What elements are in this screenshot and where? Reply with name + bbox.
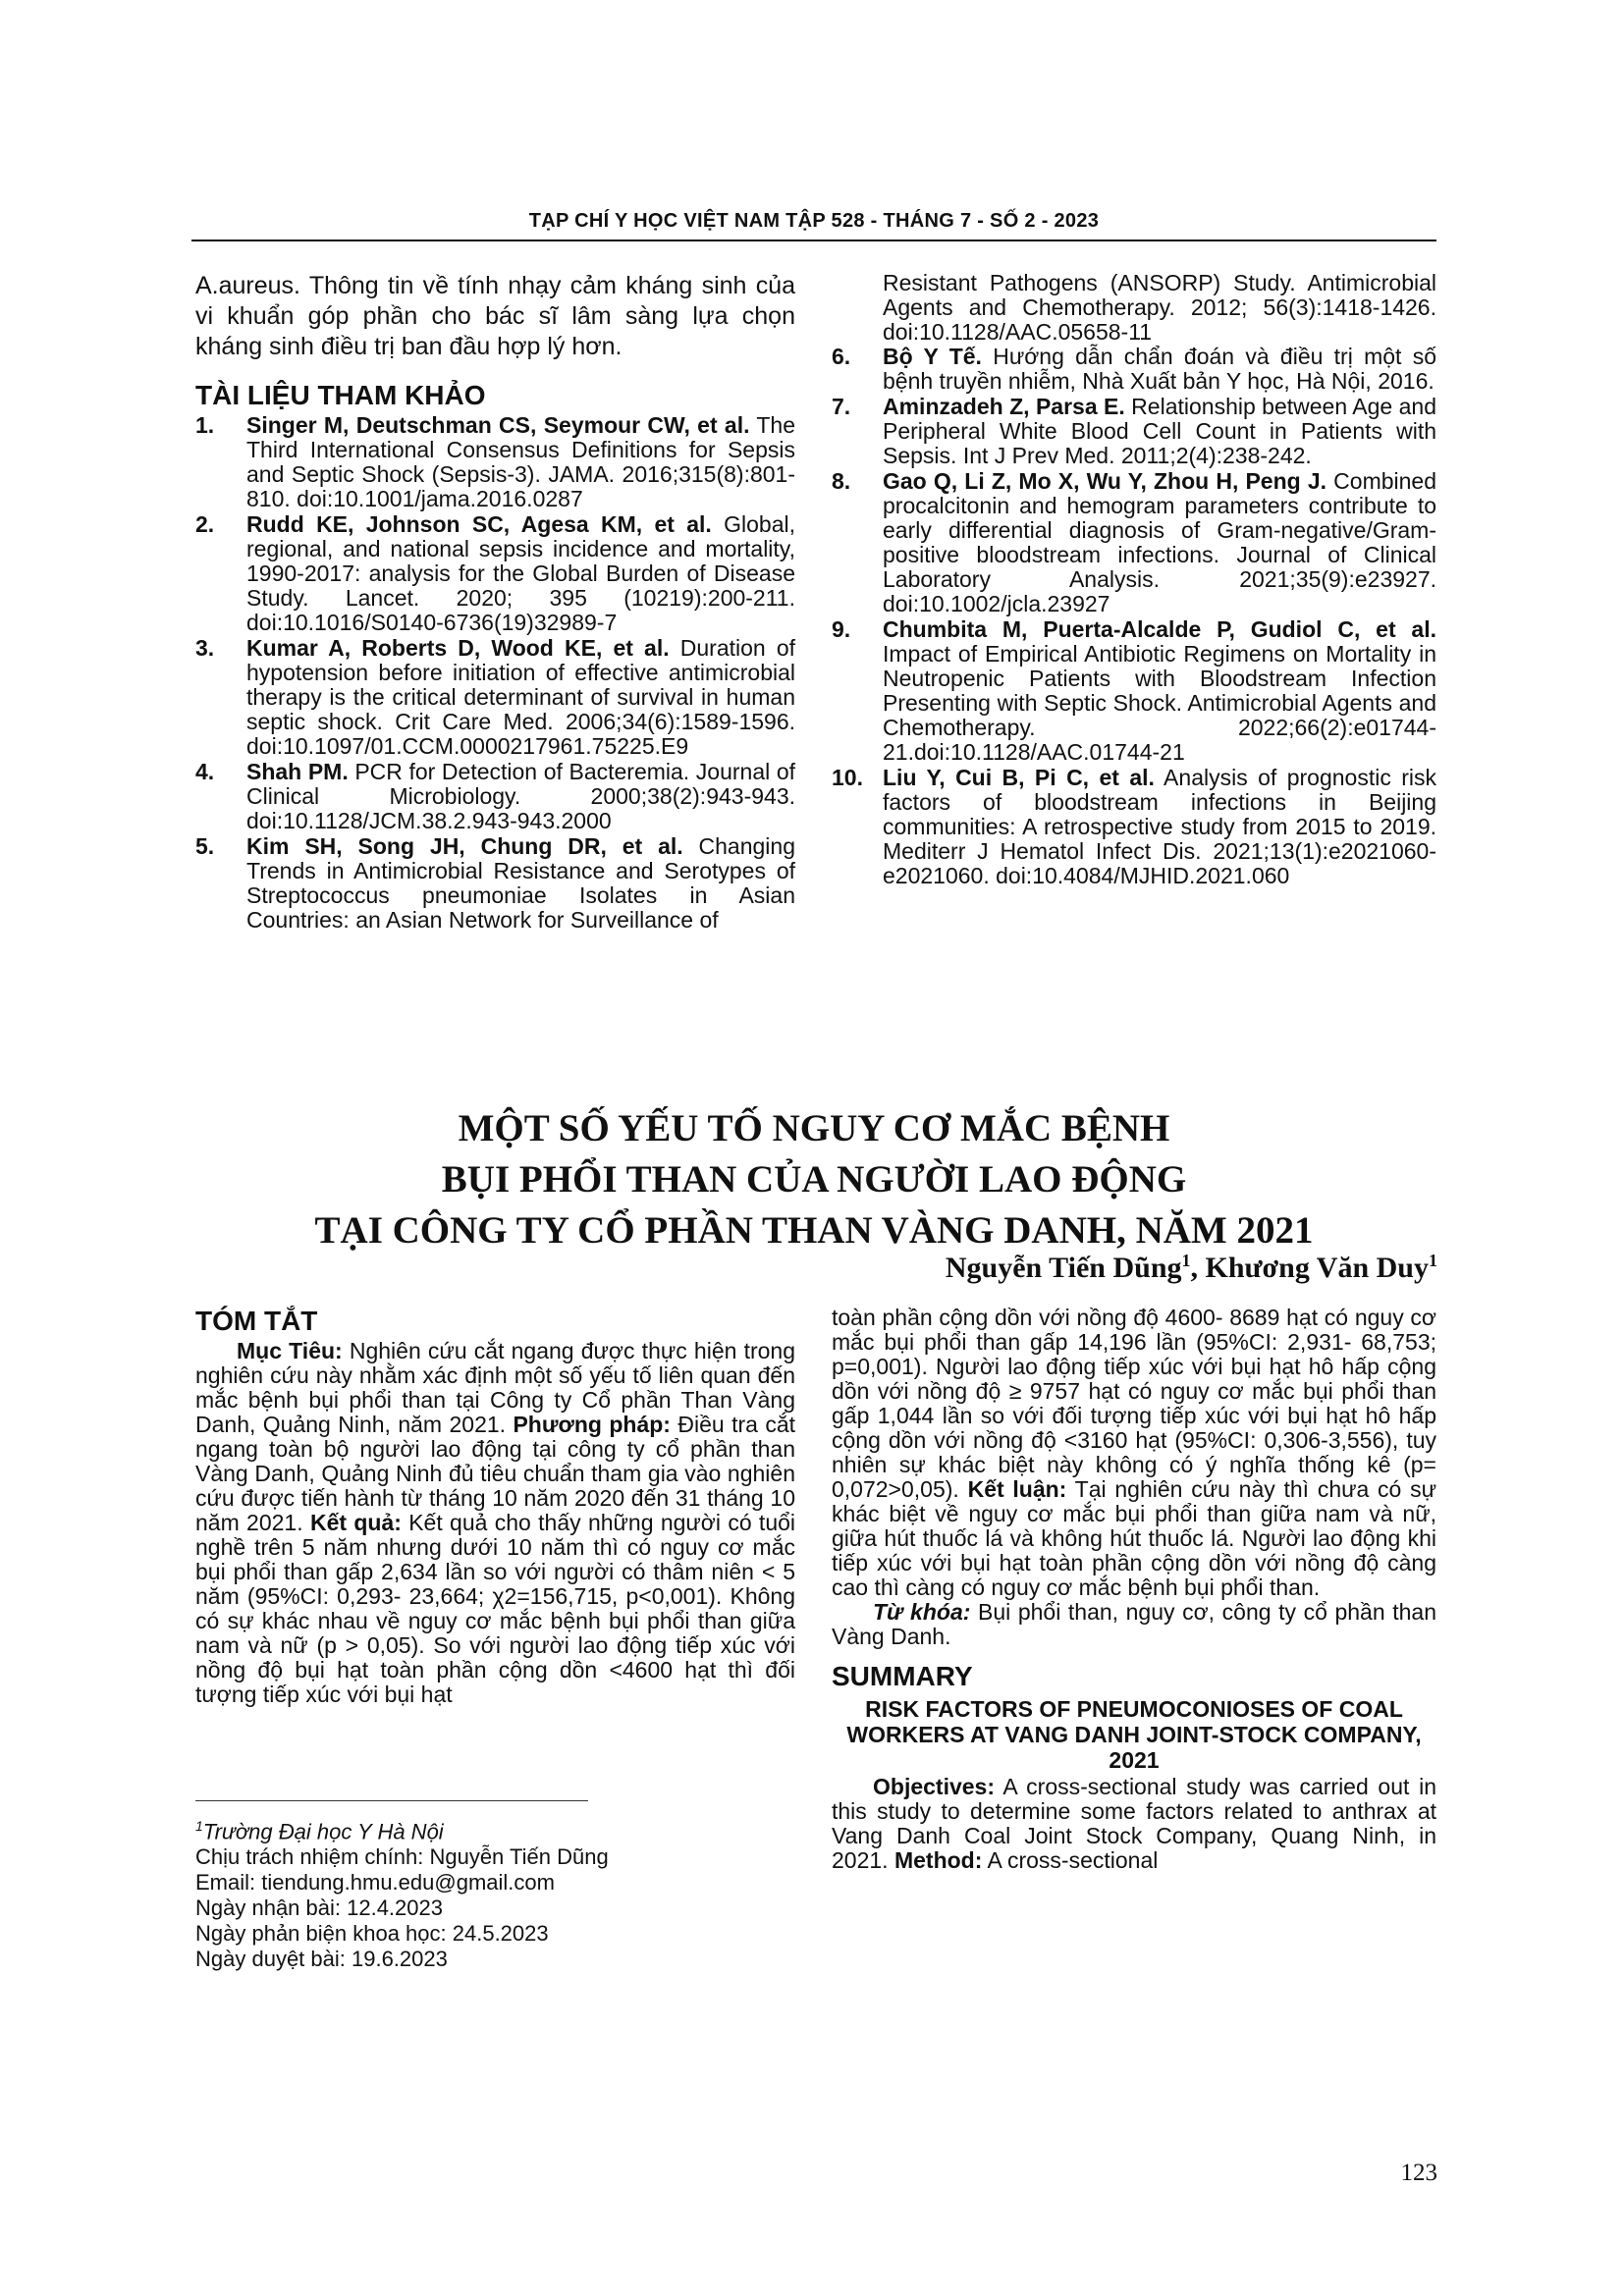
reference-number: 5.: [195, 833, 215, 859]
footnote-affiliation: [195, 1813, 609, 1844]
affiliation-text: Trường Đại học Y Hà Nội: [202, 1819, 444, 1844]
reference-number: 6.: [832, 344, 851, 369]
reference-5-continued: Resistant Pathogens (ANSORP) Study. Antimicrobial Agents and Chemotherapy. 2012; 56(3):1418-1426. doi:10.1128/AAC.05658-11: [883, 270, 1436, 345]
footnote-mark: 1: [195, 1818, 203, 1834]
reference-authors: Shah PM.: [246, 759, 349, 784]
references-list-left: [195, 413, 795, 933]
result-label: Kết quả:: [309, 1510, 402, 1535]
journal-header: TẠP CHÍ Y HỌC VIỆT NAM TẬP 528 - THÁNG 7 - SỐ 2 - 2023: [528, 210, 1100, 232]
abstract-body: [195, 1339, 795, 1707]
reference-item: [195, 512, 795, 635]
reference-authors: Rudd KE, Johnson SC, Agesa KM, et al.: [246, 511, 712, 537]
reference-item: [832, 345, 1436, 394]
objective-label: Mục Tiêu:: [237, 1338, 343, 1363]
reference-text: PCR for Detection of Bacteremia. Journal of Clinical Microbiology. 2000;38(2):943-943. doi:10.1128/JCM.38.2.943-943.2000: [246, 759, 796, 833]
reference-authors: Singer M, Deutschman CS, Seymour CW, et al.: [246, 412, 750, 438]
summary-method-text: A cross-sectional: [982, 1847, 1159, 1873]
footnote-rule: [195, 1800, 588, 1801]
reference-number: 1.: [195, 412, 215, 438]
reference-authors: Bộ Y Tế.: [883, 344, 982, 369]
reference-text: Hướng dẫn chẩn đoán và điều trị một số bệnh truyền nhiễm, Nhà Xuất bản Y học, Hà Nội, 2016.: [883, 344, 1436, 394]
keywords-text: Bụi phổi than, nguy cơ, công ty cổ phần than Vàng Danh.: [832, 1599, 1436, 1649]
reference-item: [832, 617, 1436, 765]
author-name: , Khương Văn Duy: [1190, 1252, 1429, 1284]
reference-item: [195, 636, 795, 759]
footnote-line: Email: tiendung.hmu.edu@gmail.com: [195, 1870, 555, 1896]
reference-authors: Aminzadeh Z, Parsa E.: [883, 394, 1125, 419]
footnote: [195, 1813, 609, 1972]
page-number: 123: [1400, 2160, 1437, 2186]
objectives-label: Objectives:: [873, 1774, 995, 1799]
affiliation-mark: 1: [1181, 1251, 1191, 1270]
reference-text: Duration of hypotension before initiation of effective antimicrobial therapy is the critical determinant of survival in human septic shock. Crit Care Med. 2006;34(6):1589-1596. doi:10.1097/01.CCM.0000217961.75225.E9: [246, 635, 796, 759]
reference-text: The Third International Consensus Definitions for Sepsis and Septic Shock (Sepsis-3). JAMA. 2016;315(8):801-810. doi:10.1001/jama.2016.0287: [246, 412, 795, 511]
summary-body: [832, 1775, 1436, 1873]
title-line: MỘT SỐ YẾU TỐ NGUY CƠ MẮC BỆNH: [458, 1107, 1170, 1149]
reference-number: 10.: [832, 765, 863, 790]
reference-authors: Kim SH, Song JH, Chung DR, et al.: [246, 833, 683, 859]
article-title: [191, 1103, 1436, 1256]
reference-text: Relationship between Age and Peripheral White Blood Cell Count in Patients with Sepsis. Int J Prev Med. 2011;2(4):238-242.: [883, 394, 1436, 468]
summary-title: RISK FACTORS OF PNEUMOCONIOSES OF COAL WORKERS AT VANG DANH JOINT-STOCK COMPANY, 2021: [846, 1696, 1422, 1773]
intro-tail: A.aureus. Thông tin về tính nhạy cảm kháng sinh của vi khuẩn góp phần cho bác sĩ lâm sàng lựa chọn kháng sinh điều trị ban đầu hợp lý hơn.: [195, 272, 795, 360]
reference-item: [195, 413, 795, 511]
reference-number: 8.: [832, 468, 851, 494]
summary-method-label: Method:: [893, 1847, 983, 1873]
reference-text: Combined procalcitonin and hemogram parameters contribute to early differential diagnosis of Gram-negative/Gram-positive bloodstream infections. Journal of Clinical Laboratory Analysis. 2021;35(9):e23927. doi:10.1002/jcla.23927: [883, 468, 1437, 616]
author-name: Nguyễn Tiến Dũng: [945, 1252, 1182, 1284]
reference-text: Analysis of prognostic risk factors of bloodstream infections in Beijing communities: A retrospective study from 2015 to 2019. Mediterr J Hematol Infect Dis. 2021;13(1):e2021060-e2021060. doi:10.4084/MJHID.2021.060: [883, 765, 1436, 888]
references-list-right: [832, 345, 1436, 888]
title-line: BỤI PHỔI THAN CỦA NGƯỜI LAO ĐỘNG: [441, 1158, 1187, 1201]
top-left-column: [195, 271, 795, 934]
reference-number: 2.: [195, 511, 215, 537]
reference-authors: Gao Q, Li Z, Mo X, Wu Y, Zhou H, Peng J.: [883, 468, 1327, 494]
reference-authors: Kumar A, Roberts D, Wood KE, et al.: [246, 635, 670, 661]
reference-text: Global, regional, and national sepsis incidence and mortality, 1990-2017: analysis for the Global Burden of Disease Study. Lancet. 2020; 395 (10219):200-211. doi:10.1016/S0140-6736(19)32989-7: [246, 511, 795, 635]
authors: [946, 1251, 1437, 1285]
affiliation-mark: 1: [1429, 1251, 1437, 1270]
reference-item: [195, 834, 795, 933]
top-right-column: [832, 271, 1436, 889]
method-label: Phương pháp:: [513, 1412, 671, 1437]
keywords-label: Từ khóa:: [873, 1599, 971, 1625]
footnote-line: Ngày duyệt bài: 19.6.2023: [195, 1947, 448, 1972]
conclusion-text: Tại nghiên cứu này thì chưa có sự khác biệt về nguy cơ mắc bụi phổi than giữa nam và nữ, giữa hút thuốc lá và không hút thuốc lá. Người lao động khi tiếp xúc với bụi hạt toàn phần cộng dồn với nồng độ càng cao thì càng có nguy cơ mắc bệnh bụi phổi than.: [832, 1476, 1437, 1600]
header-rule: [191, 240, 1436, 241]
reference-number: 7.: [832, 394, 851, 419]
reference-number: 4.: [195, 759, 215, 784]
footnote-line: Chịu trách nhiệm chính: Nguyễn Tiến Dũng: [195, 1844, 609, 1870]
abstract-right-column: [832, 1306, 1436, 1873]
reference-item: [195, 760, 795, 833]
result-text: Kết quả cho thấy những người có tuổi nghề trên 5 năm nhưng dưới 10 năm thì có nguy cơ mắc bụi phổi than gấp 2,634 lần so với người có thâm niên < 5 năm (95%CI: 0,293- 23,664; χ2=156,715, p<0,001). Không có sự khác nhau về nguy cơ mắc bệnh bụi phổi than giữa nam và nữ (p > 0,05). So với người lao động tiếp xúc với nồng độ bụi hạt toàn phần cộng dồn <4600 hạt thì đối tượng tiếp xúc với bụi hạt: [195, 1510, 796, 1707]
conclusion-label: Kết luận:: [967, 1476, 1067, 1502]
summary-heading: SUMMARY: [832, 1661, 973, 1691]
abstract-left-column: [195, 1296, 795, 1707]
reference-number: 3.: [195, 635, 215, 661]
title-line: TẠI CÔNG TY CỔ PHẦN THAN VÀNG DANH, NĂM 2021: [314, 1209, 1314, 1252]
reference-text: Changing Trends in Antimicrobial Resistance and Serotypes of Streptococcus pneumoniae Isolates in Asian Countries: an Asian Network for Surveillance of: [246, 833, 796, 933]
reference-text: Impact of Empirical Antibiotic Regimens on Mortality in Neutropenic Patients with Bloodstream Infection Presenting with Septic Shock. Antimicrobial Agents and Chemotherapy. 2022;66(2):e01744-21.doi:10.1128/AAC.01744-21: [883, 641, 1436, 765]
references-heading: TÀI LIỆU THAM KHẢO: [195, 380, 486, 410]
reference-item: [832, 469, 1436, 616]
method-text: Điều tra cắt ngang toàn bộ người lao động tại công ty cổ phần than Vàng Danh, Quảng Ninh đủ tiêu chuẩn tham gia vào nghiên cứu được tiến hành từ tháng 10 năm 2020 đến 31 tháng 10 năm 2021.: [195, 1412, 795, 1535]
keywords-paragraph: [832, 1600, 1436, 1649]
footnote-line: Ngày nhận bài: 12.4.2023: [195, 1896, 443, 1921]
reference-number: 9.: [832, 616, 851, 642]
reference-item: [832, 395, 1436, 468]
reference-item: [832, 766, 1436, 888]
reference-authors: Liu Y, Cui B, Pi C, et al.: [883, 765, 1155, 790]
objective-text: Nghiên cứu cắt ngang được thực hiện trong nghiên cứu này nhằm xác định một số yếu tố liên quan đến mắc bệnh bụi phổi than tại Công ty Cổ phần Than Vàng Danh, Quảng Ninh, năm 2021.: [195, 1338, 796, 1437]
footnote-line: Ngày phản biện khoa học: 24.5.2023: [195, 1921, 549, 1947]
result-continued: [832, 1306, 1436, 1600]
reference-authors: Chumbita M, Puerta-Alcalde P, Gudiol C, et al.: [883, 616, 1436, 642]
objectives-text: A cross-sectional study was carried out in this study to determine some factors related to anthrax at Vang Danh Coal Joint Stock Company, Quang Ninh, in 2021.: [832, 1774, 1436, 1873]
result-text-continued: toàn phần cộng dồn với nồng độ 4600- 8689 hạt có nguy cơ mắc bụi phổi than gấp 14,196 lần (95%CI: 2,931- 68,753; p=0,001). Người lao động tiếp xúc với bụi hạt hô hấp cộng dồn với nồng độ ≥ 9757 hạt có nguy cơ mắc bụi phổi than gấp 1,044 lần so với đối tượng tiếp xúc với bụi hạt hô hấp cộng dồn với nồng độ <3160 hạt (95%CI: 0,306-3,556), tuy nhiên sự khác biệt này không có ý nghĩa thống kê (p= 0,072>0,05).: [832, 1305, 1436, 1502]
abstract-heading: TÓM TẮT: [195, 1306, 318, 1336]
